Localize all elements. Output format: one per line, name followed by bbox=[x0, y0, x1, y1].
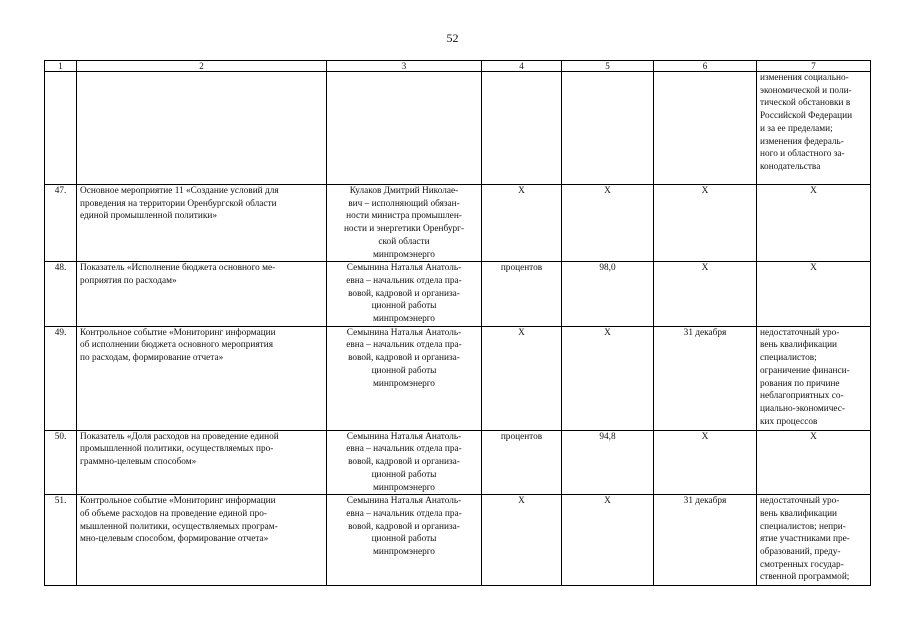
header-col-6: 6 bbox=[654, 61, 757, 72]
table-row bbox=[45, 495, 871, 586]
value-cell: 98,0 bbox=[562, 262, 654, 327]
header-col-7: 7 bbox=[757, 61, 871, 72]
unit-cell bbox=[482, 72, 562, 185]
responsible-executor: Семынина Наталья Анатоль- евна – начальник отдела пра- вовой, кадровой и организа- ционной работы минпромэнерго bbox=[327, 262, 482, 327]
header-col-5: 5 bbox=[562, 61, 654, 72]
page-number: 52 bbox=[446, 31, 459, 45]
unit-cell: Х bbox=[482, 326, 562, 430]
measure-name: Показатель «Доля расходов на проведение единой промышленной политики, осуществляемых про- граммно-целевым способом» bbox=[77, 430, 327, 495]
unit-cell: Х bbox=[482, 185, 562, 262]
unit-cell: Х bbox=[482, 495, 562, 586]
header-row bbox=[45, 61, 871, 72]
row-number: 50. bbox=[45, 430, 77, 495]
value-cell bbox=[562, 72, 654, 185]
measure-name: Контрольное событие «Мониторинг информации об объеме расходов на проведение единой про- мышленной политики, осуществляемых програм- мно-целевым способом, формирование отчета» bbox=[77, 495, 327, 586]
value-cell: Х bbox=[562, 185, 654, 262]
unit-cell: процентов bbox=[482, 430, 562, 495]
deadline-cell: 31 декабря bbox=[654, 495, 757, 586]
deadline-cell: Х bbox=[654, 262, 757, 327]
table-row bbox=[45, 185, 871, 262]
responsible-executor: Семынина Наталья Анатоль- евна – начальник отдела пра- вовой, кадровой и организа- ционной работы минпромэнерго bbox=[327, 326, 482, 430]
risk-cell: Х bbox=[757, 185, 871, 262]
table-row bbox=[45, 326, 871, 430]
row-number: 51. bbox=[45, 495, 77, 586]
measure-name: Показатель «Исполнение бюджета основного ме- роприятия по расходам» bbox=[77, 262, 327, 327]
responsible-executor bbox=[327, 72, 482, 185]
row-number bbox=[45, 72, 77, 185]
responsible-executor: Семынина Наталья Анатоль- евна – начальник отдела пра- вовой, кадровой и организа- ционной работы минпромэнерго bbox=[327, 430, 482, 495]
value-cell: Х bbox=[562, 495, 654, 586]
value-cell: 94,8 bbox=[562, 430, 654, 495]
risk-cell: изменения социально- экономической и поли- тической обстановки в Российской Федерации и за ее пределами; изменения федераль- ного и областного за- конодательства bbox=[757, 72, 871, 185]
header-col-1: 1 bbox=[45, 61, 77, 72]
deadline-cell bbox=[654, 72, 757, 185]
responsible-executor: Кулаков Дмитрий Николае- вич – исполняющий обязан- ности министра промышлен- ности и энергетики Оренбург- ской области минпромэнерго bbox=[327, 185, 482, 262]
header-col-3: 3 bbox=[327, 61, 482, 72]
value-cell: Х bbox=[562, 326, 654, 430]
row-number: 49. bbox=[45, 326, 77, 430]
deadline-cell: Х bbox=[654, 185, 757, 262]
responsible-executor: Семынина Наталья Анатоль- евна – начальник отдела пра- вовой, кадровой и организа- ционной работы минпромэнерго bbox=[327, 495, 482, 586]
unit-cell: процентов bbox=[482, 262, 562, 327]
measure-name: Основное мероприятие 11 «Создание условий для проведения на территории Оренбургской области единой промышленной политики» bbox=[77, 185, 327, 262]
row-number: 47. bbox=[45, 185, 77, 262]
row-number: 48. bbox=[45, 262, 77, 327]
deadline-cell: 31 декабря bbox=[654, 326, 757, 430]
plan-table bbox=[44, 60, 871, 586]
risk-cell: Х bbox=[757, 262, 871, 327]
risk-cell: Х bbox=[757, 430, 871, 495]
deadline-cell: Х bbox=[654, 430, 757, 495]
header-col-4: 4 bbox=[482, 61, 562, 72]
measure-name: Контрольное событие «Мониторинг информации об исполнении бюджета основного мероприятия по расходам, формирование отчета» bbox=[77, 326, 327, 430]
risk-cell: недостаточный уро- вень квалификации специалистов; ограничение финанси- рования по причине неблагоприятных со- циально-экономичес- ких процессов bbox=[757, 326, 871, 430]
risk-cell: недостаточный уро- вень квалификации специалистов; непри- ятие участниками пре- образований, преду- смотренных государ- ственной программой; bbox=[757, 495, 871, 586]
table-row bbox=[45, 430, 871, 495]
table-row bbox=[45, 72, 871, 185]
header-col-2: 2 bbox=[77, 61, 327, 72]
measure-name bbox=[77, 72, 327, 185]
table-row bbox=[45, 262, 871, 327]
